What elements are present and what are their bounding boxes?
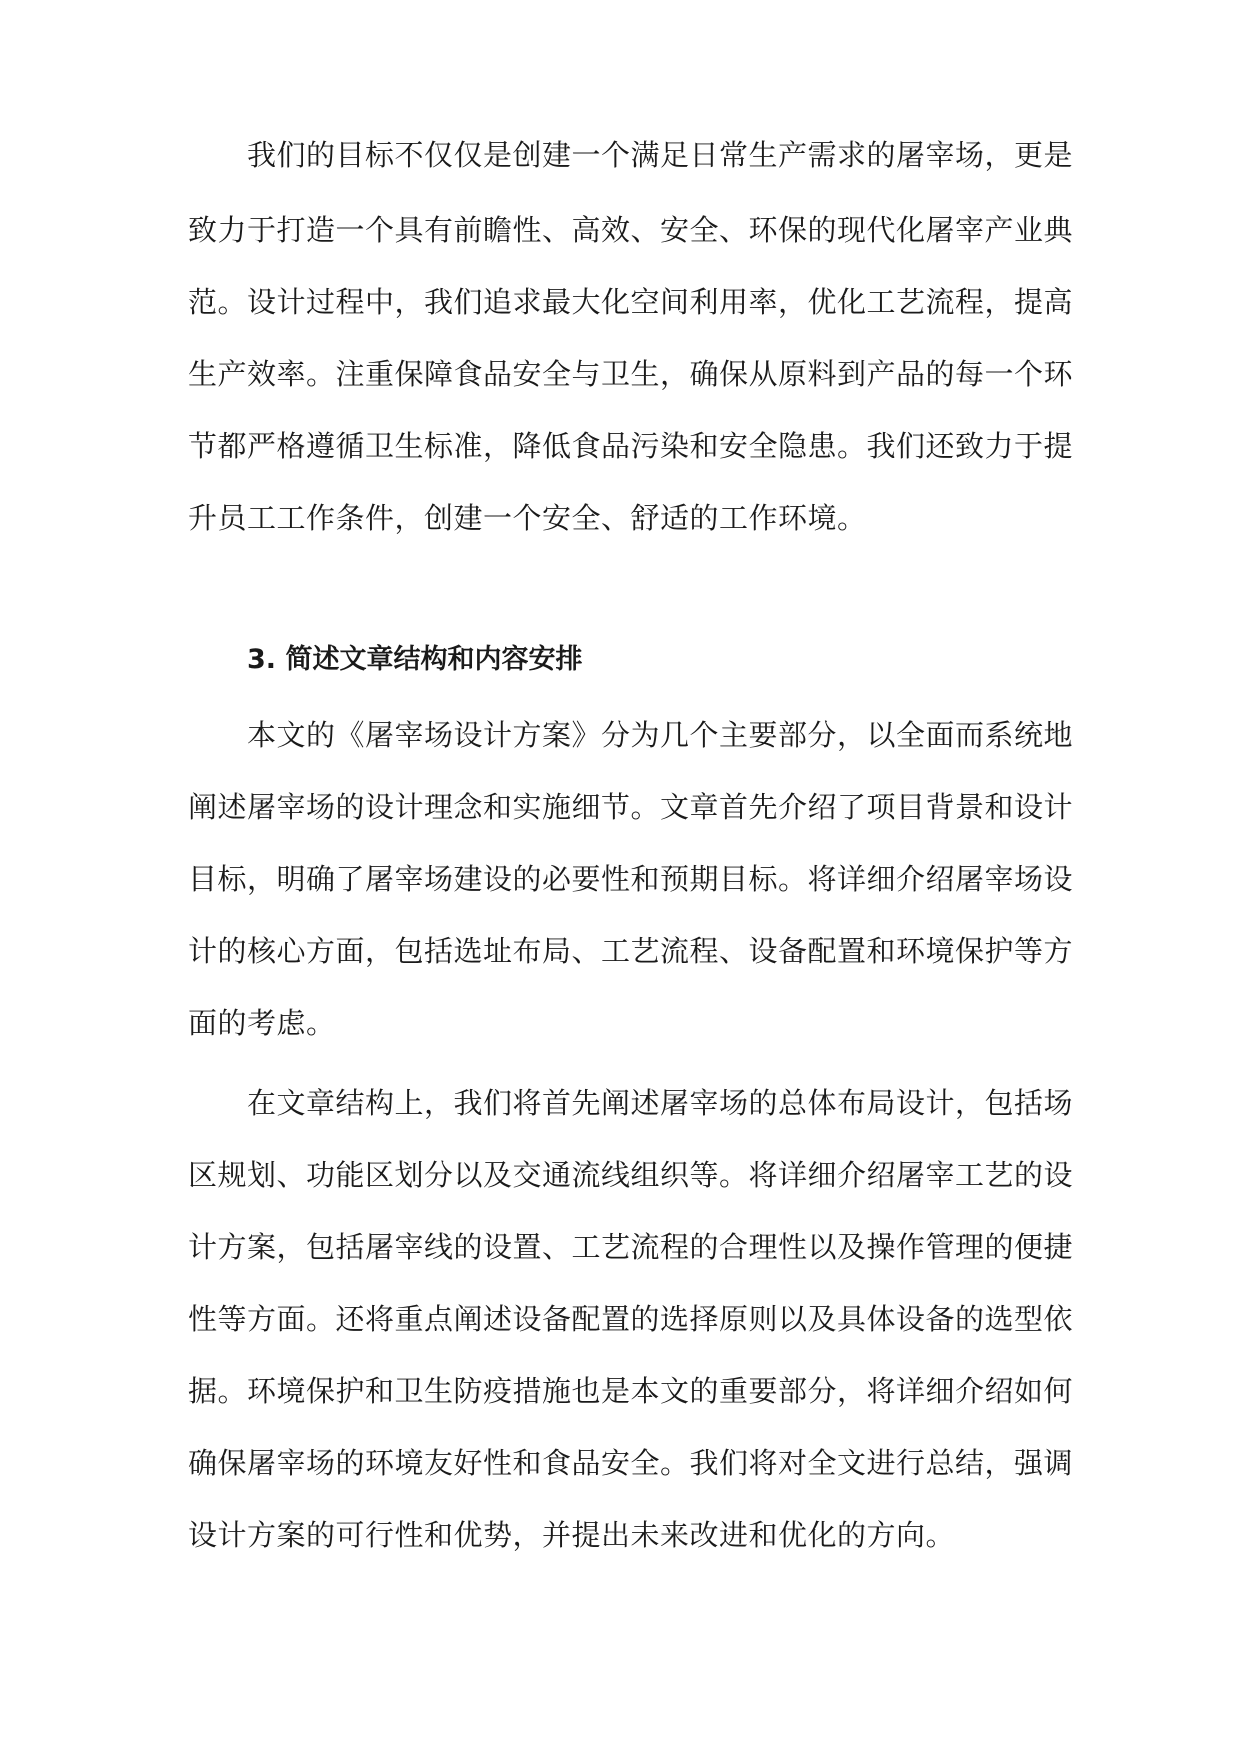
paragraph-line: 计的核心方面，包括选址布局、工艺流程、设备配置和环境保护等方	[188, 934, 1074, 968]
paragraph-line: 性等方面。还将重点阐述设备配置的选择原则以及具体设备的选型依	[188, 1302, 1074, 1336]
paragraph-line: 节都严格遵循卫生标准，降低食品污染和安全隐患。我们还致力于提	[188, 429, 1074, 463]
paragraph-line: 本文的《屠宰场设计方案》分为几个主要部分，以全面而系统地	[247, 718, 1074, 752]
paragraph-line: 区规划、功能区划分以及交通流线组织等。将详细介绍屠宰工艺的设	[188, 1158, 1074, 1192]
paragraph-line: 我们的目标不仅仅是创建一个满足日常生产需求的屠宰场，更是	[247, 138, 1074, 172]
paragraph-line: 升员工工作条件，创建一个安全、舒适的工作环境。	[188, 501, 867, 535]
paragraph-line: 致力于打造一个具有前瞻性、高效、安全、环保的现代化屠宰产业典	[188, 213, 1074, 247]
paragraph-line: 目标，明确了屠宰场建设的必要性和预期目标。将详细介绍屠宰场设	[188, 862, 1074, 896]
paragraph-line: 设计方案的可行性和优势，并提出未来改进和优化的方向。	[188, 1518, 956, 1552]
paragraph-line: 据。环境保护和卫生防疫措施也是本文的重要部分，将详细介绍如何	[188, 1374, 1074, 1408]
paragraph-line: 面的考虑。	[188, 1006, 336, 1040]
section-heading: 3. 简述文章结构和内容安排	[247, 644, 583, 675]
paragraph-line: 范。设计过程中，我们追求最大化空间利用率，优化工艺流程，提高	[188, 285, 1074, 319]
paragraph-line: 生产效率。注重保障食品安全与卫生，确保从原料到产品的每一个环	[188, 357, 1074, 391]
paragraph-line: 阐述屠宰场的设计理念和实施细节。文章首先介绍了项目背景和设计	[188, 790, 1074, 824]
paragraph-line: 计方案，包括屠宰线的设置、工艺流程的合理性以及操作管理的便捷	[188, 1230, 1074, 1264]
paragraph-line: 确保屠宰场的环境友好性和食品安全。我们将对全文进行总结，强调	[188, 1446, 1074, 1480]
paragraph-line: 在文章结构上，我们将首先阐述屠宰场的总体布局设计，包括场	[247, 1086, 1074, 1120]
